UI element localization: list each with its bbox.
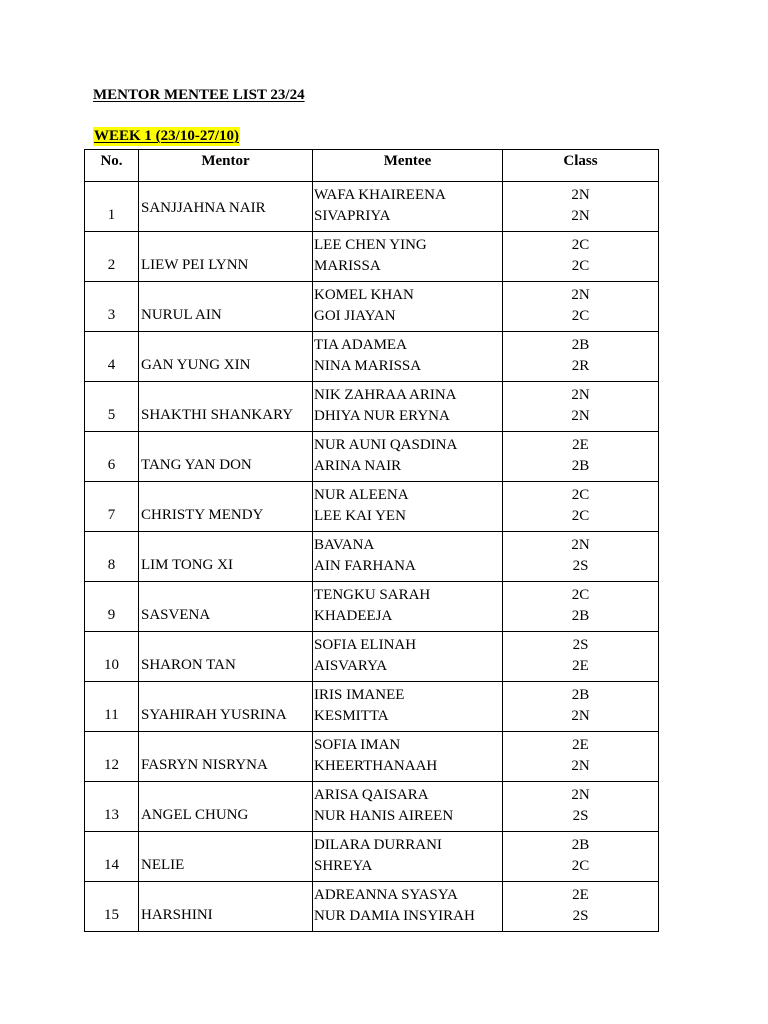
row-number: 5 xyxy=(107,407,116,423)
mentor-name: FASRYN NISRYNA xyxy=(141,757,268,773)
class-code: 2C xyxy=(571,237,590,253)
mentee-name: SIVAPRIYA xyxy=(314,208,391,224)
cell-mentee xyxy=(313,882,503,932)
cell-mentor xyxy=(139,782,313,832)
mentee-name: MARISSA xyxy=(314,258,381,274)
table-row xyxy=(85,832,659,882)
row-number: 11 xyxy=(104,707,119,723)
row-number: 10 xyxy=(104,657,119,673)
table-row xyxy=(85,732,659,782)
cell-mentor xyxy=(139,532,313,582)
mentor-mentee-table xyxy=(84,149,659,932)
mentor-name: NURUL AIN xyxy=(141,307,222,323)
header-mentor: Mentor xyxy=(139,150,313,182)
table-row xyxy=(85,182,659,232)
header-no: No. xyxy=(85,150,139,182)
cell-mentor xyxy=(139,432,313,482)
cell-class xyxy=(503,232,659,282)
row-number: 3 xyxy=(107,307,116,323)
mentee-name: KESMITTA xyxy=(314,708,389,724)
class-code: 2B xyxy=(571,608,590,624)
row-number: 2 xyxy=(107,257,116,273)
cell-mentor xyxy=(139,882,313,932)
mentor-name: SASVENA xyxy=(141,607,211,623)
mentee-name: IRIS IMANEE xyxy=(314,687,405,703)
cell-no xyxy=(85,682,139,732)
mentee-name: KHADEEJA xyxy=(314,608,393,624)
mentor-name: LIM TONG XI xyxy=(141,557,233,573)
class-code: 2B xyxy=(571,337,590,353)
class-code: 2N xyxy=(571,408,590,424)
class-code: 2C xyxy=(571,308,590,324)
mentee-name: SHREYA xyxy=(314,858,373,874)
cell-no xyxy=(85,232,139,282)
cell-class xyxy=(503,182,659,232)
row-number: 4 xyxy=(107,357,116,373)
mentee-name: NINA MARISSA xyxy=(314,358,422,374)
table-row xyxy=(85,432,659,482)
mentee-name: NUR DAMIA INSYIRAH xyxy=(314,908,475,924)
cell-mentee xyxy=(313,432,503,482)
cell-no xyxy=(85,182,139,232)
mentee-name: DHIYA NUR ERYNA xyxy=(314,408,450,424)
cell-class xyxy=(503,682,659,732)
mentee-name: KHEERTHANAAH xyxy=(314,758,438,774)
cell-mentee xyxy=(313,482,503,532)
class-code: 2N xyxy=(571,387,590,403)
class-code: 2N xyxy=(571,787,590,803)
class-code: 2N xyxy=(571,187,590,203)
mentee-name: LEE CHEN YING xyxy=(314,237,427,253)
cell-mentee xyxy=(313,632,503,682)
mentee-name: NUR ALEENA xyxy=(314,487,409,503)
cell-mentor xyxy=(139,332,313,382)
mentee-name: ADREANNA SYASYA xyxy=(314,887,458,903)
table-body xyxy=(85,182,659,932)
mentee-name: NIK ZAHRAA ARINA xyxy=(314,387,457,403)
class-code: 2S xyxy=(572,558,589,574)
header-class: Class xyxy=(503,150,659,182)
mentor-name: TANG YAN DON xyxy=(141,457,252,473)
cell-mentor xyxy=(139,282,313,332)
mentee-name: DILARA DURRANI xyxy=(314,837,442,853)
row-number: 9 xyxy=(107,607,116,623)
cell-mentor xyxy=(139,232,313,282)
cell-mentee xyxy=(313,232,503,282)
row-number: 7 xyxy=(107,507,116,523)
class-code: 2C xyxy=(571,258,590,274)
cell-no xyxy=(85,832,139,882)
mentee-name: TIA ADAMEA xyxy=(314,337,407,353)
class-code: 2S xyxy=(572,637,589,653)
cell-class xyxy=(503,282,659,332)
class-code: 2N xyxy=(571,537,590,553)
cell-no xyxy=(85,782,139,832)
row-number: 13 xyxy=(104,807,119,823)
cell-mentee xyxy=(313,582,503,632)
cell-no xyxy=(85,882,139,932)
cell-mentor xyxy=(139,182,313,232)
row-number: 1 xyxy=(107,207,116,223)
class-code: 2N xyxy=(571,287,590,303)
mentee-name: SOFIA IMAN xyxy=(314,737,401,753)
class-code: 2E xyxy=(572,437,589,453)
mentee-name: SOFIA ELINAH xyxy=(314,637,417,653)
cell-class xyxy=(503,782,659,832)
table-row xyxy=(85,882,659,932)
cell-mentee xyxy=(313,382,503,432)
mentee-name: AISVARYA xyxy=(314,658,388,674)
class-code: 2E xyxy=(572,737,589,753)
mentor-name: NELIE xyxy=(141,857,185,873)
cell-mentor xyxy=(139,832,313,882)
class-code: 2B xyxy=(571,837,590,853)
week-label: WEEK 1 (23/10-27/10) xyxy=(94,128,239,144)
cell-class xyxy=(503,382,659,432)
mentor-name: LIEW PEI LYNN xyxy=(141,257,249,273)
cell-no xyxy=(85,582,139,632)
mentor-name: SHAKTHI SHANKARY xyxy=(141,407,294,423)
mentee-name: KOMEL KHAN xyxy=(314,287,414,303)
table-row xyxy=(85,382,659,432)
row-number: 15 xyxy=(104,907,119,923)
mentee-name: NUR HANIS AIREEN xyxy=(314,808,454,824)
cell-no xyxy=(85,332,139,382)
row-number: 12 xyxy=(104,757,119,773)
table-row xyxy=(85,532,659,582)
cell-mentor xyxy=(139,682,313,732)
mentee-name: LEE KAI YEN xyxy=(314,508,406,524)
cell-mentee xyxy=(313,682,503,732)
mentor-name: CHRISTY MENDY xyxy=(141,507,264,523)
cell-class xyxy=(503,582,659,632)
cell-mentor xyxy=(139,582,313,632)
cell-class xyxy=(503,332,659,382)
class-code: 2N xyxy=(571,758,590,774)
class-code: 2S xyxy=(572,808,589,824)
class-code: 2S xyxy=(572,908,589,924)
cell-class xyxy=(503,532,659,582)
class-code: 2N xyxy=(571,708,590,724)
class-code: 2C xyxy=(571,508,590,524)
cell-no xyxy=(85,382,139,432)
class-code: 2C xyxy=(571,487,590,503)
cell-mentee xyxy=(313,532,503,582)
cell-no xyxy=(85,432,139,482)
cell-mentee xyxy=(313,782,503,832)
cell-class xyxy=(503,832,659,882)
document-title: MENTOR MENTEE LIST 23/24 xyxy=(93,87,305,103)
row-number: 14 xyxy=(104,857,119,873)
mentee-name: ARISA QAISARA xyxy=(314,787,429,803)
class-code: 2E xyxy=(572,658,589,674)
table-header-row xyxy=(85,150,659,182)
mentor-name: SYAHIRAH YUSRINA xyxy=(141,707,287,723)
cell-class xyxy=(503,632,659,682)
cell-mentee xyxy=(313,282,503,332)
mentor-name: HARSHINI xyxy=(141,907,213,923)
cell-class xyxy=(503,432,659,482)
mentee-name: BAVANA xyxy=(314,537,375,553)
mentee-name: NUR AUNI QASDINA xyxy=(314,437,458,453)
cell-mentor xyxy=(139,482,313,532)
mentee-name: TENGKU SARAH xyxy=(314,587,431,603)
table-row xyxy=(85,232,659,282)
cell-no xyxy=(85,282,139,332)
cell-class xyxy=(503,882,659,932)
table-row xyxy=(85,332,659,382)
cell-mentee xyxy=(313,182,503,232)
table-row xyxy=(85,682,659,732)
class-code: 2E xyxy=(572,887,589,903)
cell-class xyxy=(503,732,659,782)
table-row xyxy=(85,482,659,532)
mentor-name: SANJJAHNA NAIR xyxy=(141,200,266,216)
cell-mentor xyxy=(139,382,313,432)
cell-mentee xyxy=(313,832,503,882)
cell-no xyxy=(85,632,139,682)
cell-class xyxy=(503,482,659,532)
cell-no xyxy=(85,482,139,532)
mentee-name: ARINA NAIR xyxy=(314,458,402,474)
mentor-name: GAN YUNG XIN xyxy=(141,357,251,373)
table-row xyxy=(85,782,659,832)
class-code: 2B xyxy=(571,687,590,703)
class-code: 2B xyxy=(571,458,590,474)
cell-mentor xyxy=(139,632,313,682)
table-row xyxy=(85,632,659,682)
table-row xyxy=(85,282,659,332)
cell-no xyxy=(85,532,139,582)
row-number: 8 xyxy=(107,557,116,573)
cell-mentee xyxy=(313,732,503,782)
cell-mentor xyxy=(139,732,313,782)
mentor-name: ANGEL CHUNG xyxy=(141,807,249,823)
class-code: 2N xyxy=(571,208,590,224)
cell-mentee xyxy=(313,332,503,382)
class-code: 2C xyxy=(571,858,590,874)
class-code: 2R xyxy=(571,358,590,374)
table-row xyxy=(85,582,659,632)
row-number: 6 xyxy=(107,457,116,473)
mentee-name: WAFA KHAIREENA xyxy=(314,187,446,203)
mentee-name: GOI JIAYAN xyxy=(314,308,396,324)
cell-no xyxy=(85,732,139,782)
mentee-name: AIN FARHANA xyxy=(314,558,416,574)
header-mentee: Mentee xyxy=(313,150,503,182)
mentor-name: SHARON TAN xyxy=(141,657,236,673)
class-code: 2C xyxy=(571,587,590,603)
